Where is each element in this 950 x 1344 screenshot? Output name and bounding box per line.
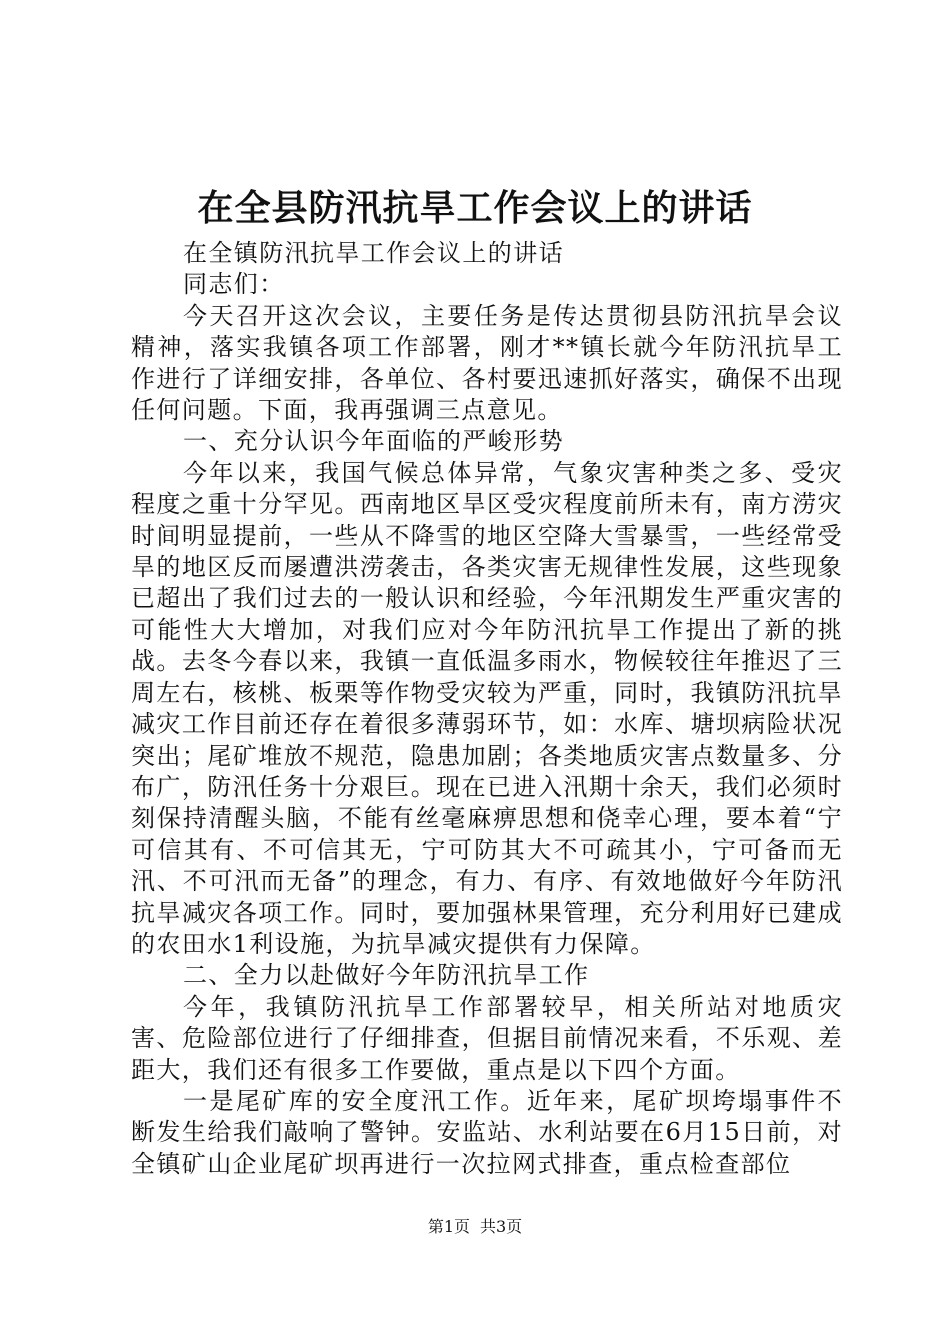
page-total: 共3页: [480, 1217, 523, 1236]
body-paragraph: 今年以来，我国气候总体异常，气象灾害种类之多、受灾程度之重十分罕见。西南地区旱区受灾程度前所未有，南方涝灾时间明显提前，一些从不降雪的地区空降大雪暴雪，一些经常受旱的地区反而屡遭洪涝袭击，各类灾害无规律性发展，这些现象已超出了我们过去的一般认识和经验，今年汛期发生严重灾害的可能性大大增加，对我们应对今年防汛抗旱工作提出了新的挑战。去冬今春以来，我镇一直低温多雨水，物候较往年推迟了三周左右，核桃、板栗等作物受灾较为严重，同时，我镇防汛抗旱减灾工作目前还存在着很多薄弱环节，如：水库、塘坝病险状况突出；尾矿堆放不规范，隐患加剧；各类地质灾害点数量多、分布广，防汛任务十分艰巨。现在已进入汛期十余天，我们必须时刻保持清醒头脑，不能有丝毫麻痹思想和侥幸心理，要本着“宁可信其有、不可信其无，宁可防其大不可疏其小，宁可备而无汛、不可汛而无备”的理念，有力、有序、有效地做好今年防汛抗旱减灾各项工作。同时，要加强林果管理，充分利用好已建成的农田水1利设施，为抗旱减灾提供有力保障。: [131, 458, 843, 958]
section-heading-1: 一、充分认识今年面临的严峻形势: [183, 427, 564, 456]
document-title: 在全县防汛抗旱工作会议上的讲话: [197, 187, 753, 229]
salutation-paragraph: 同志们：: [183, 270, 285, 299]
intro-paragraph: 今天召开这次会议，主要任务是传达贯彻县防汛抗旱会议精神，落实我镇各项工作部署，刚才**镇长就今年防汛抗旱工作进行了详细安排，各单位、各村要迅速抓好落实，确保不出现任何问题。下面，我再强调三点意见。: [131, 301, 843, 425]
subtitle-paragraph: 在全镇防汛抗旱工作会议上的讲话: [183, 239, 564, 267]
document-body: [131, 238, 843, 1180]
section-heading-2: 二、全力以赴做好今年防汛抗旱工作: [183, 961, 590, 990]
page-footer: [0, 1216, 950, 1238]
body-paragraph: 今年，我镇防汛抗旱工作部署较早，相关所站对地质灾害、危险部位进行了仔细排查，但据目前情况来看，不乐观、差距大，我们还有很多工作要做，重点是以下四个方面。: [131, 992, 843, 1084]
body-paragraph: 一是尾矿库的安全度汛工作。近年来，尾矿坝垮塌事件不断发生给我们敲响了警钟。安监站、水利站要在6月15日前，对全镇矿山企业尾矿坝再进行一次拉网式排查，重点检查部位: [131, 1086, 843, 1178]
page-number: 第1页: [427, 1217, 470, 1236]
